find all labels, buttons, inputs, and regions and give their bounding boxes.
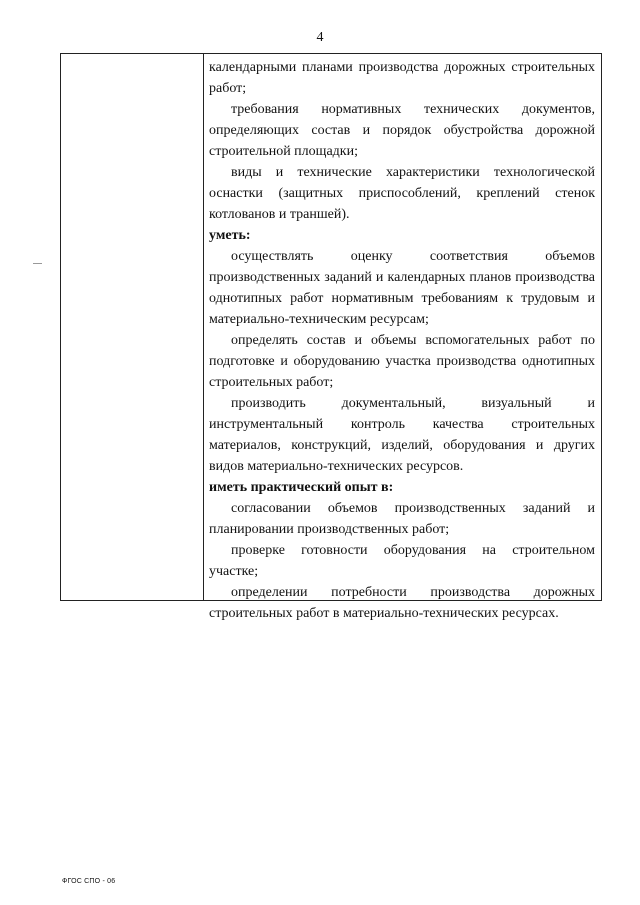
table-left-cell bbox=[61, 54, 204, 600]
text-paragraph: календарными планами производства дорожных строительных работ; bbox=[209, 60, 595, 96]
section-heading-experience: иметь практический опыт в: bbox=[209, 480, 394, 495]
text-paragraph: проверке готовности оборудования на строительном участке; bbox=[209, 543, 595, 579]
table-right-cell bbox=[204, 54, 601, 621]
text-paragraph: определении потребности производства дорожных строительных работ в материально-технических ресурсах. bbox=[209, 585, 595, 621]
text-paragraph: виды и технические характеристики технологической оснастки (защитных приспособлений, креплений стенок котлованов и траншей). bbox=[209, 165, 595, 222]
text-paragraph: осуществлять оценку соответствия объемов производственных заданий и календарных планов производства однотипных работ нормативным требованиям к трудовым и материально-техническим ресурсам; bbox=[209, 249, 595, 327]
standards-table bbox=[60, 53, 602, 621]
page-number: 4 bbox=[316, 30, 324, 45]
text-paragraph: требования нормативных технических документов, определяющих состав и порядок обустройства дорожной строительной площадки; bbox=[209, 102, 595, 159]
text-paragraph: производить документальный, визуальный и инструментальный контроль качества строительных материалов, конструкций, изделий, оборудования и других видов материально-технических ресурсов. bbox=[209, 396, 595, 474]
section-heading-skills: уметь: bbox=[209, 228, 251, 243]
footer-label: ФГОС СПО - 06 bbox=[62, 878, 116, 885]
margin-mark bbox=[33, 263, 42, 264]
text-paragraph: определять состав и объемы вспомогательных работ по подготовке и оборудованию участка производства однотипных строительных работ; bbox=[209, 333, 595, 390]
text-paragraph: согласовании объемов производственных заданий и планировании производственных работ; bbox=[209, 501, 595, 537]
